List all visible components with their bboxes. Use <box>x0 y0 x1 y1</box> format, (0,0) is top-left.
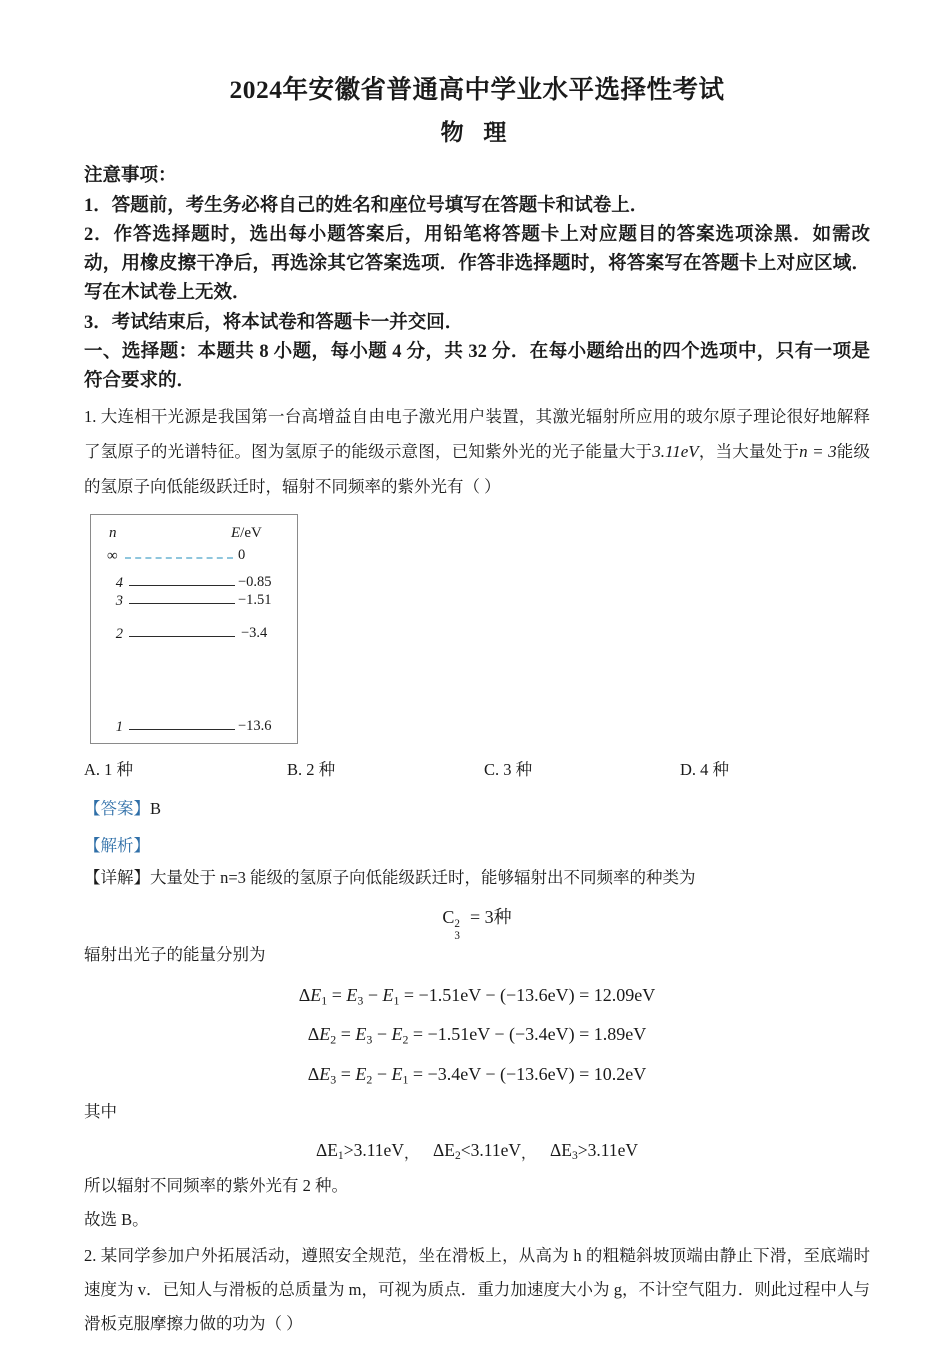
level-label-infinity: ∞ <box>107 547 118 564</box>
question-1-options <box>84 756 870 786</box>
page-content <box>84 0 870 1342</box>
question-1-text-part2: ，当大量处于 <box>698 442 800 462</box>
level-label-1: 1 <box>115 718 123 735</box>
question-1-text-part3: 能级的氢原子向低能级跃迁时，辐射不同频率的紫外光有（ ） <box>84 442 871 496</box>
level-line-2 <box>129 636 235 637</box>
answer-value: B <box>150 798 162 818</box>
equation-delta-e2: $\Delta E_2 = E_3 - E_2 = -1.51eV - (-3.4eV) = 1.89eV$ <box>307 1024 647 1047</box>
detail-line <box>84 862 870 893</box>
formula-combination: C 2 3 = 3种 <box>442 907 512 943</box>
answer-line <box>84 795 870 823</box>
energy-level-diagram-box <box>90 514 298 744</box>
page-subtitle: 物 理 <box>440 119 514 145</box>
level-line-infinity <box>125 557 233 559</box>
level-energy-4: −0.85 <box>238 573 272 590</box>
detail-label: 【详解】 <box>84 867 150 887</box>
lead-photon-energies: 辐射出光子的能量分别为 <box>84 944 266 964</box>
question-1-level-n: n = 3 <box>799 442 837 462</box>
axis-label-n: n <box>109 524 117 541</box>
question-1-photon-energy: 3.11eV <box>652 442 699 462</box>
level-energy-1: −13.6 <box>238 717 272 734</box>
lead-among: 其中 <box>84 1101 117 1121</box>
answer-label: 【答案】 <box>84 798 150 818</box>
equation-delta-e1: $\Delta E_1 = E_3 - E_1 = -1.51eV - (-13.6eV) = 12.09eV$ <box>298 984 656 1008</box>
option-d[interactable]: D. 4 种 <box>680 759 730 779</box>
question-2-stem: 2. 某同学参加户外拓展活动，遵照安全规范，坐在滑板上，从高为 h 的粗糙斜坡顶端由静止下滑，至底端时速度为 v．已知人与滑板的总质量为 m，可视为质点．重力加速度大小为 g，不计空气阻力．则此过程中人与滑板克服摩擦力做的功为（ ） <box>84 1246 870 1334</box>
comparison-row: $\Delta E_1>3.11eV$， $\Delta E_2<3.11eV$， $\Delta E_3>3.11eV$ <box>315 1139 639 1163</box>
notice-item-2: 2．作答选择题时，选出每小题答案后，用铅笔将答题卡上对应题目的答案选项涂黑．如需改动，用橡皮擦干净后，再选涂其它答案选项．作答非选择题时，将答案写在答题卡上对应区域．写在木试卷上无效． <box>84 224 870 304</box>
option-c[interactable]: C. 3 种 <box>484 759 533 779</box>
level-line-1 <box>129 729 235 730</box>
conclusion-text: 所以辐射不同频率的紫外光有 2 种。 <box>84 1175 348 1195</box>
level-energy-3: −1.51 <box>238 591 272 608</box>
level-label-3: 3 <box>115 592 123 609</box>
final-choice-text: 故选 B。 <box>84 1209 149 1229</box>
question-1-stem <box>84 400 870 503</box>
level-line-3 <box>129 603 235 604</box>
page-title: 2024年安徽省普通高中学业水平选择性考试 <box>229 75 725 104</box>
notice-block <box>84 162 870 337</box>
equation-delta-e3: $\Delta E_3 = E_2 - E_1 = -3.4eV - (-13.6eV) = 10.2eV$ <box>307 1063 647 1086</box>
energy-level-figure <box>84 514 870 752</box>
analysis-line <box>84 832 870 860</box>
level-energy-infinity: 0 <box>238 546 246 563</box>
analysis-label: 【解析】 <box>84 835 150 855</box>
option-b[interactable]: B. 2 种 <box>287 759 336 779</box>
detail-text: 大量处于 n=3 能级的氢原子向低能级跃迁时，能够辐射出不同频率的种类为 <box>150 867 696 887</box>
question-1-text-part1: 1. 大连相干光源是我国第一台高增益自由电子激光用户装置，其激光辐射所应用的玻尔原子理论很好地解释了氢原子的光谱特征。图为氢原子的能级示意图，已知紫外光的光子能量大于 <box>84 407 870 462</box>
level-label-2: 2 <box>115 625 123 642</box>
notice-heading: 注意事项： <box>84 166 177 187</box>
notice-item-1: 1．答题前，考生务必将自己的姓名和座位号填写在答题卡和试卷上． <box>84 195 649 216</box>
level-energy-2: −3.4 <box>241 624 268 641</box>
level-label-4: 4 <box>115 574 123 591</box>
level-line-4 <box>129 585 235 586</box>
option-a[interactable]: A. 1 种 <box>84 759 134 779</box>
axis-label-energy: E/eV <box>231 524 262 541</box>
notice-item-3: 3．考试结束后，将本试卷和答题卡一并交回． <box>84 312 464 333</box>
section-heading-multiple-choice: 一、选择题：本题共 8 小题，每小题 4 分，共 32 分．在每小题给出的四个选项中，只有一项是符合要求的． <box>84 341 870 391</box>
